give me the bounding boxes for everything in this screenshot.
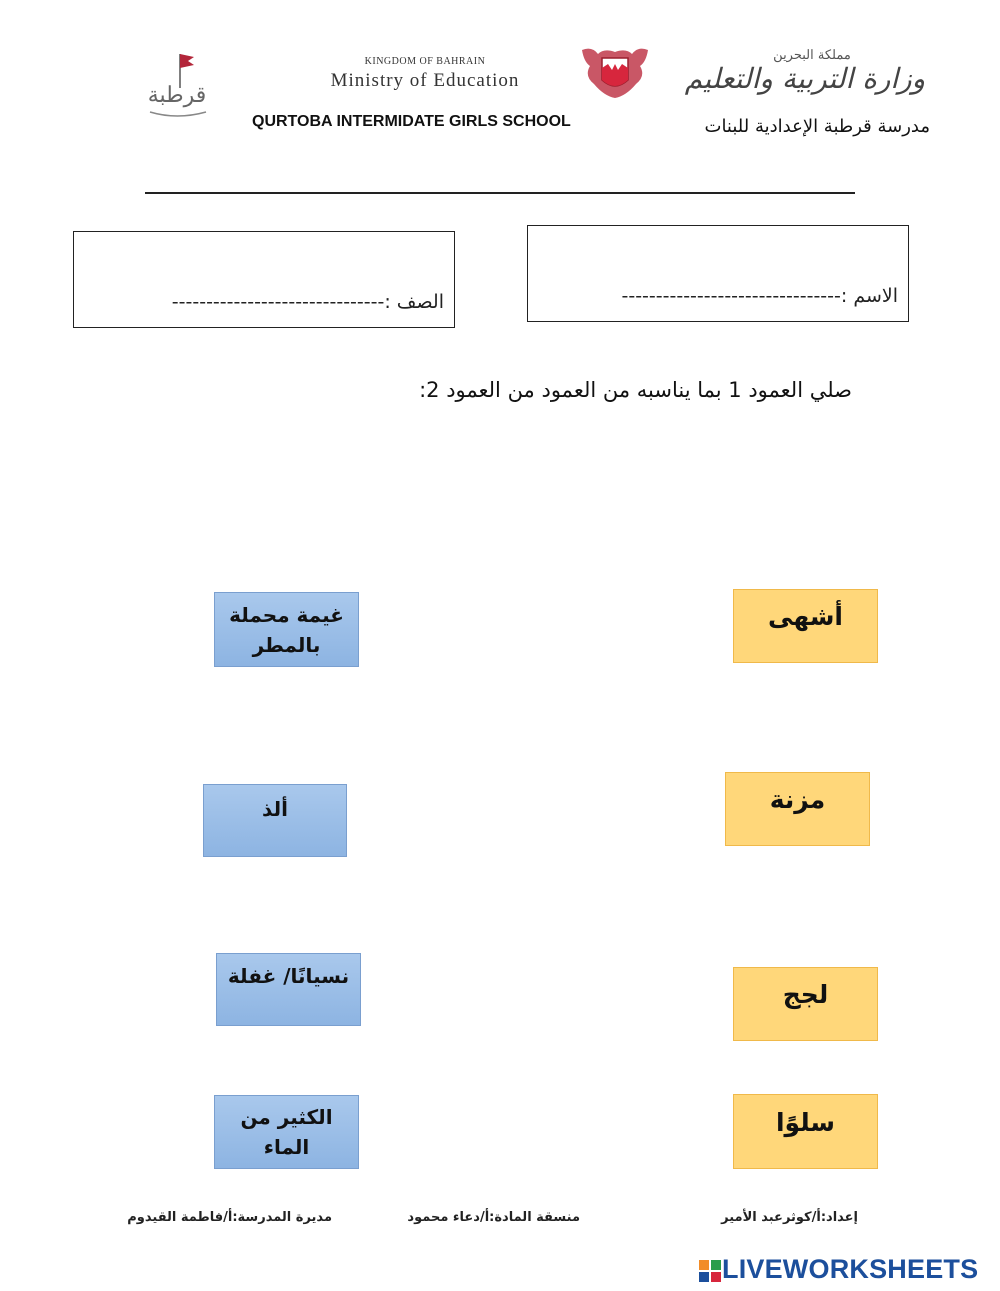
school-logo-text: قرطبة	[147, 83, 207, 108]
header-divider	[145, 192, 855, 194]
bahrain-emblem-icon	[576, 44, 654, 100]
meaning-card[interactable]: الكثير من الماء	[214, 1095, 359, 1169]
meaning-card[interactable]: غيمة محملة بالمطر	[214, 592, 359, 667]
instruction-text: صلي العمود 1 بما يناسبه من العمود من العمود 2:	[419, 378, 852, 402]
liveworksheets-logo-icon	[699, 1260, 721, 1282]
word-card[interactable]: أشهى	[733, 589, 878, 663]
kingdom-en: KINGDOM OF BAHRAIN	[364, 56, 486, 67]
class-label: الصف :	[384, 291, 444, 313]
liveworksheets-brand[interactable]: LIVEWORKSHEETS	[722, 1254, 979, 1284]
class-field-box[interactable]	[73, 231, 455, 328]
kingdom-ar: مملكة البحرين	[773, 48, 851, 63]
school-logo	[136, 48, 218, 122]
name-label: الاسم :	[840, 285, 898, 307]
meaning-card[interactable]: نسيانًا/ غفلة	[216, 953, 361, 1026]
credit-principal: مديرة المدرسة:أ/فاطمة القيدوم	[127, 1210, 332, 1225]
meaning-card[interactable]: ألذ	[203, 784, 347, 857]
word-card[interactable]: لجج	[733, 967, 878, 1041]
name-field-text	[621, 285, 898, 307]
name-field-box[interactable]	[527, 225, 909, 322]
name-dashes: --------------------------------	[621, 285, 841, 307]
class-field-text	[172, 291, 444, 313]
word-card[interactable]: سلوًا	[733, 1094, 878, 1169]
class-dashes: -------------------------------	[171, 291, 385, 313]
word-card[interactable]: مزنة	[725, 772, 870, 846]
school-name-en: QURTOBA INTERMIDATE GIRLS SCHOOL	[252, 113, 571, 130]
credit-prepared-by: إعداد:أ/كوثرعبد الأمير	[721, 1210, 858, 1225]
credit-coordinator: منسقة المادة:أ/دعاء محمود	[407, 1210, 580, 1225]
ministry-ar: وزارة التربية والتعليم	[684, 62, 926, 95]
ministry-en: Ministry of Education	[330, 70, 520, 91]
school-name-ar: مدرسة قرطبة الإعدادية للبنات	[704, 116, 930, 137]
